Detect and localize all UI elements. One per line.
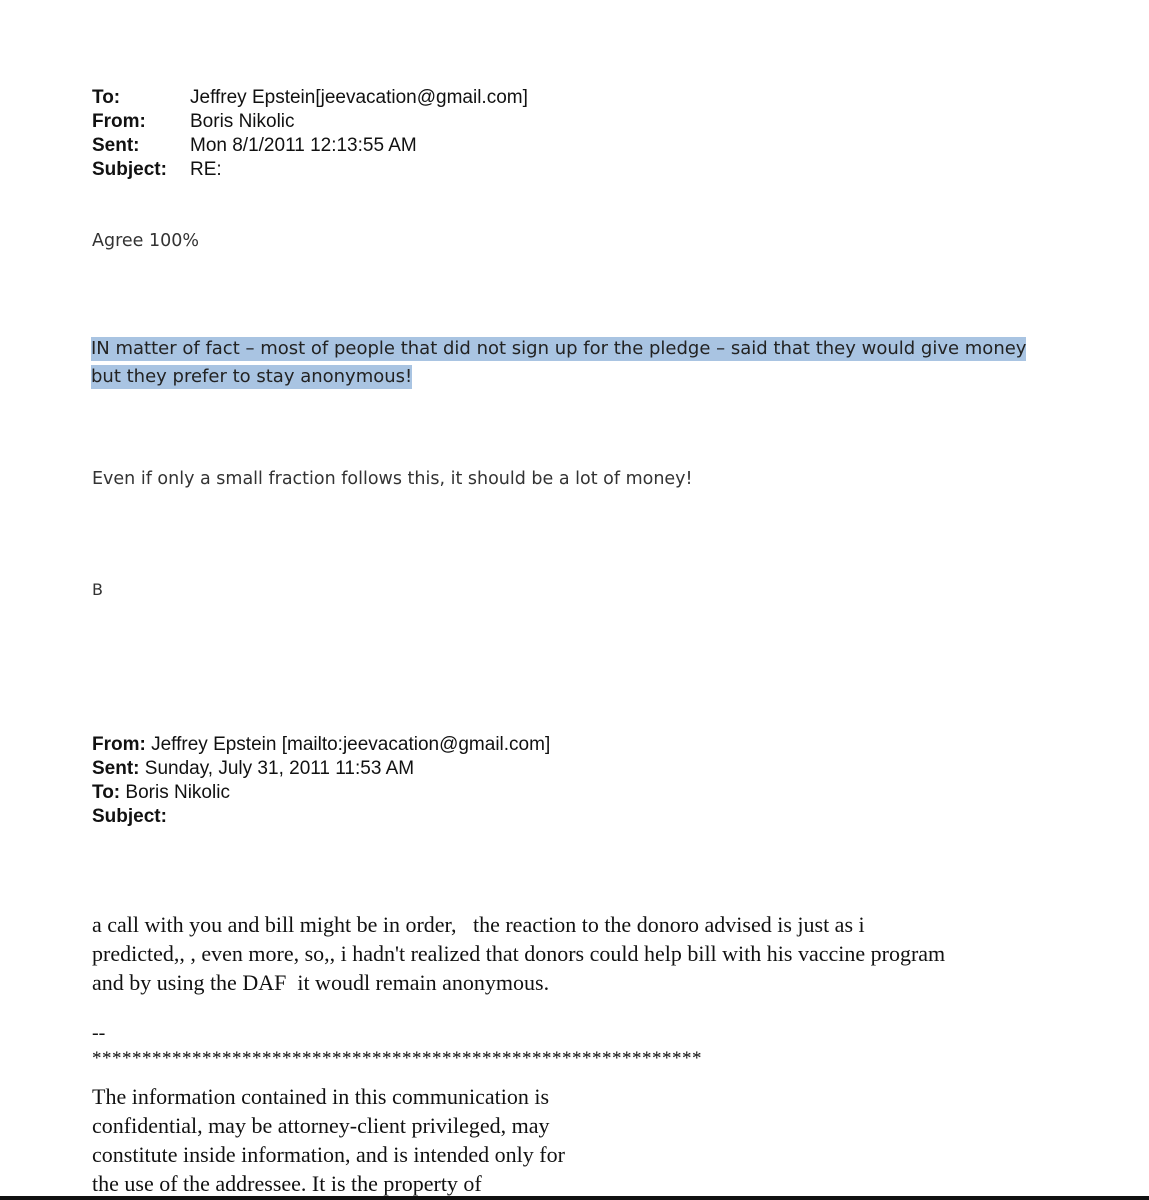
subject-value: RE:: [190, 159, 222, 180]
highlighted-paragraph: [91, 335, 1026, 391]
original-sent-row: [92, 757, 550, 781]
reply-line-fraction: Even if only a small fraction follows this, it should be a lot of money!: [92, 469, 693, 489]
to-value: Jeffrey Epstein[jeevacation@gmail.com]: [190, 87, 528, 108]
reply-line-agree: Agree 100%: [92, 231, 200, 251]
original-subject-label: Subject:: [92, 806, 167, 827]
original-to-row: [92, 781, 550, 805]
body-line-2: predicted,, , even more, so,, i hadn't realized that donors could help bill with his vaccine program: [92, 941, 946, 966]
original-message-header: [92, 733, 550, 829]
original-to-label: To:: [92, 782, 121, 803]
header-to-row: [92, 86, 528, 110]
sent-label: Sent:: [92, 135, 140, 156]
asterisk-divider: *************************************************************: [92, 1048, 702, 1069]
from-label: From:: [92, 111, 146, 132]
email-header: [92, 86, 528, 182]
confidentiality-disclaimer: [92, 1082, 652, 1198]
original-sent-label: Sent:: [92, 758, 140, 779]
original-from-value: Jeffrey Epstein [mailto:jeevacation@gmail.com]: [151, 734, 551, 755]
disclaimer-line-3: constitute inside information, and is intended only for: [92, 1142, 565, 1167]
body-line-1: a call with you and bill might be in order, the reaction to the donoro advised is just as i: [92, 912, 865, 937]
original-from-row: [92, 733, 550, 757]
header-sent-row: [92, 134, 528, 158]
signature-separator: --: [92, 1022, 106, 1044]
disclaimer-line-4: the use of the addressee. It is the property of: [92, 1171, 482, 1196]
header-from-row: [92, 110, 528, 134]
body-line-3: and by using the DAF it woudl remain anonymous.: [92, 970, 550, 995]
reply-signoff: B: [92, 580, 103, 599]
header-subject-row: [92, 158, 528, 182]
original-subject-row: [92, 805, 550, 829]
highlighted-line-2: but they prefer to stay anonymous!: [91, 366, 413, 387]
bottom-border: [0, 1196, 1149, 1200]
subject-label: Subject:: [92, 159, 167, 180]
original-to-value: Boris Nikolic: [125, 782, 230, 803]
original-sent-value: Sunday, July 31, 2011 11:53 AM: [144, 758, 415, 779]
original-from-label: From:: [92, 734, 146, 755]
sent-value: Mon 8/1/2011 12:13:55 AM: [190, 135, 417, 156]
original-message-body: [92, 910, 1082, 997]
disclaimer-line-1: The information contained in this communication is: [92, 1084, 550, 1109]
to-label: To:: [92, 87, 121, 108]
disclaimer-line-2: confidential, may be attorney-client privileged, may: [92, 1113, 550, 1138]
from-value: Boris Nikolic: [190, 111, 295, 132]
highlighted-line-1: IN matter of fact – most of people that did not sign up for the pledge – said that they would give money: [91, 338, 1027, 359]
